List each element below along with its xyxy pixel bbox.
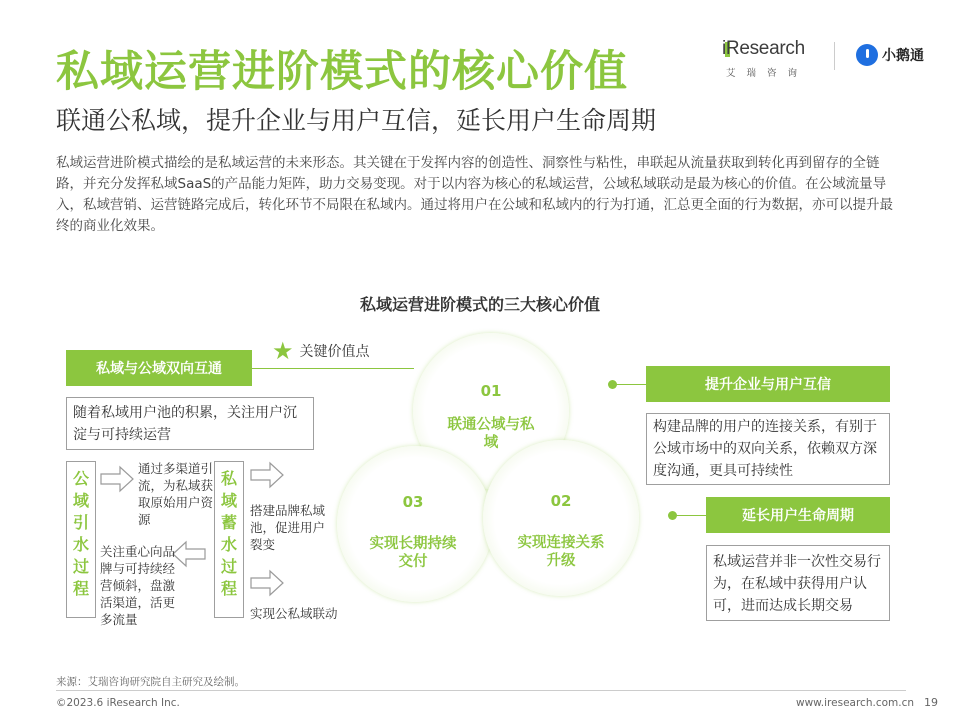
right-bottom-description-box: 私域运营并非一次性交易行为，在私域中获得用户认可，进而达成长期交易 — [706, 545, 890, 621]
left-description-box: 随着私域用户池的积累，关注用户沉淀与可持续运营 — [66, 397, 314, 450]
legend-text: 关键价值点 — [299, 344, 370, 360]
partner-logo-icon — [856, 44, 878, 66]
circle-number-03: 03 — [402, 493, 424, 511]
tag-mutual-trust: 提升企业与用户互信 — [646, 366, 890, 402]
partner-logo-text: 小鹅通 — [882, 48, 924, 64]
connector-line-left — [252, 368, 414, 369]
public-traffic-process-label: 公 域 引 水 过 程 — [66, 461, 96, 618]
legend-key-value — [272, 339, 370, 363]
connector-line-bottom — [672, 515, 706, 516]
circle-label-03: 实现长期持续交付 — [369, 536, 457, 570]
value-circle-02 — [483, 440, 639, 596]
source-note: 来源：艾瑞咨询研究院自主研究及绘制。 — [56, 676, 245, 688]
flow-text-activate-channels: 关注重心向品牌与可持续经营倾斜，盘激活渠道，活更多流量 — [100, 544, 176, 627]
partner-logo — [856, 42, 924, 68]
copyright: ©2023.6 iResearch Inc. — [56, 697, 180, 709]
circle-number-02: 02 — [550, 492, 572, 510]
iresearch-logo — [722, 38, 820, 82]
iresearch-logo-subtext: 艾瑞咨询 — [726, 68, 809, 79]
value-circle-03 — [337, 446, 493, 602]
private-storage-process-label: 私 域 蓄 水 过 程 — [214, 461, 244, 618]
flow-text-build-pool: 搭建品牌私域池，促进用户裂变 — [250, 503, 326, 552]
flow-text-acquire-users: 通过多渠道引流，为私域获取原始用户资源 — [138, 461, 214, 527]
logo-divider — [834, 42, 835, 70]
circle-number-01: 01 — [480, 382, 502, 400]
right-top-description-box: 构建品牌的用户的连接关系，有别于公域市场中的双向关系，依赖双方深度沟通，更具可持续性 — [646, 413, 890, 485]
page-number: 19 — [924, 696, 938, 709]
arrow-right-icon — [250, 569, 284, 597]
iresearch-logo-text: iResearch — [722, 38, 805, 59]
website-link[interactable]: www.iresearch.com.cn — [796, 697, 915, 709]
star-icon: ★ — [272, 337, 294, 365]
flow-text-linkage: 实现公私域联动 — [250, 606, 338, 621]
circle-label-01: 联通公域与私域 — [447, 417, 535, 451]
footer-divider — [56, 690, 906, 691]
tag-lifecycle: 延长用户生命周期 — [706, 497, 890, 533]
page-title: 私域运营进阶模式的核心价值 — [56, 47, 628, 97]
intro-paragraph: 私域运营进阶模式描绘的是私域运营的未来形态。其关键在于发挥内容的创造性、洞察性与粘性，串联起从流量获取到转化再到留存的全链路，并充分发挥私域SaaS的产品能力矩阵，助力交易变现。对于以内容为核心的私域运营，公域私域联动是最为核心的价值。在公域流量导入，私域营销、运营链路完成后，转化环节不局限在私域内。通过将用户在公域和私域内的行为打通，汇总更全面的行为数据，亦可以提升最终的商业化效果。 — [56, 155, 893, 234]
arrow-right-icon — [250, 461, 284, 489]
arrow-right-icon — [100, 465, 134, 493]
diagram-title: 私域运营进阶模式的三大核心价值 — [359, 295, 600, 314]
page-subtitle: 联通公私域，提升企业与用户互信，延长用户生命周期 — [56, 106, 657, 135]
connector-line-top — [612, 384, 646, 385]
circle-label-02: 实现连接关系升级 — [517, 535, 605, 569]
tag-two-way-connection: 私域与公域双向互通 — [66, 350, 252, 386]
